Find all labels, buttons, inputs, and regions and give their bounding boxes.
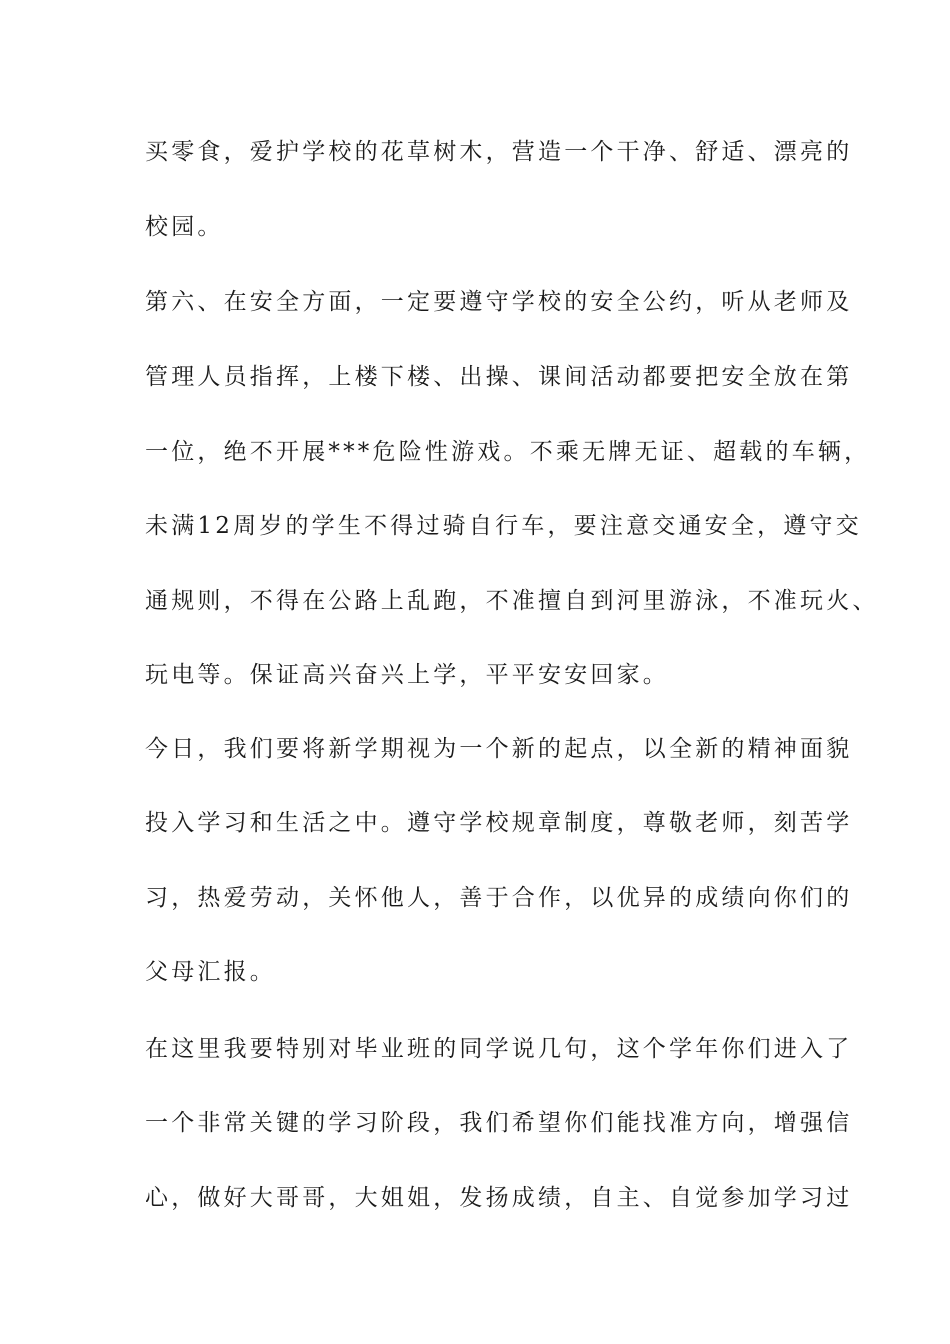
text-line: 玩电等。保证高兴奋兴上学，平平安安回家。 [145,662,669,688]
text-line: 习，热爱劳动，关怀他人，善于合作，以优异的成绩向你们的 [145,885,853,911]
text-line: 在这里我要特别对毕业班的同学说几句，这个学年你们进入了 [145,1036,853,1062]
text-line: 第六、在安全方面，一定要遵守学校的安全公约，听从老师及 [145,289,853,315]
text-line: 一个非常关键的学习阶段，我们希望你们能找准方向，增强信 [145,1110,853,1136]
text-line: 未满12周岁的学生不得过骑自行车，要注意交通安全，遵守交 [145,513,862,539]
text-line: 管理人员指挥，上楼下楼、出操、课间活动都要把安全放在第 [145,364,853,390]
text-line: 买零食，爱护学校的花草树木，营造一个干净、舒适、漂亮的 [145,139,853,165]
text-line: 校园。 [145,214,224,240]
text-line: 投入学习和生活之中。遵守学校规章制度，尊敬老师，刻苦学 [145,810,853,836]
text-line: 今日，我们要将新学期视为一个新的起点，以全新的精神面貌 [145,736,853,762]
text-line: 通规则，不得在公路上乱跑，不准擅自到河里游泳，不准玩火、 [145,588,879,614]
text-line: 心，做好大哥哥，大姐姐，发扬成绩，自主、自觉参加学习过 [145,1185,853,1211]
text-line: 父母汇报。 [145,959,276,985]
text-line: 一位，绝不开展***危险性游戏。不乘无牌无证、超载的车辆， [145,439,871,465]
